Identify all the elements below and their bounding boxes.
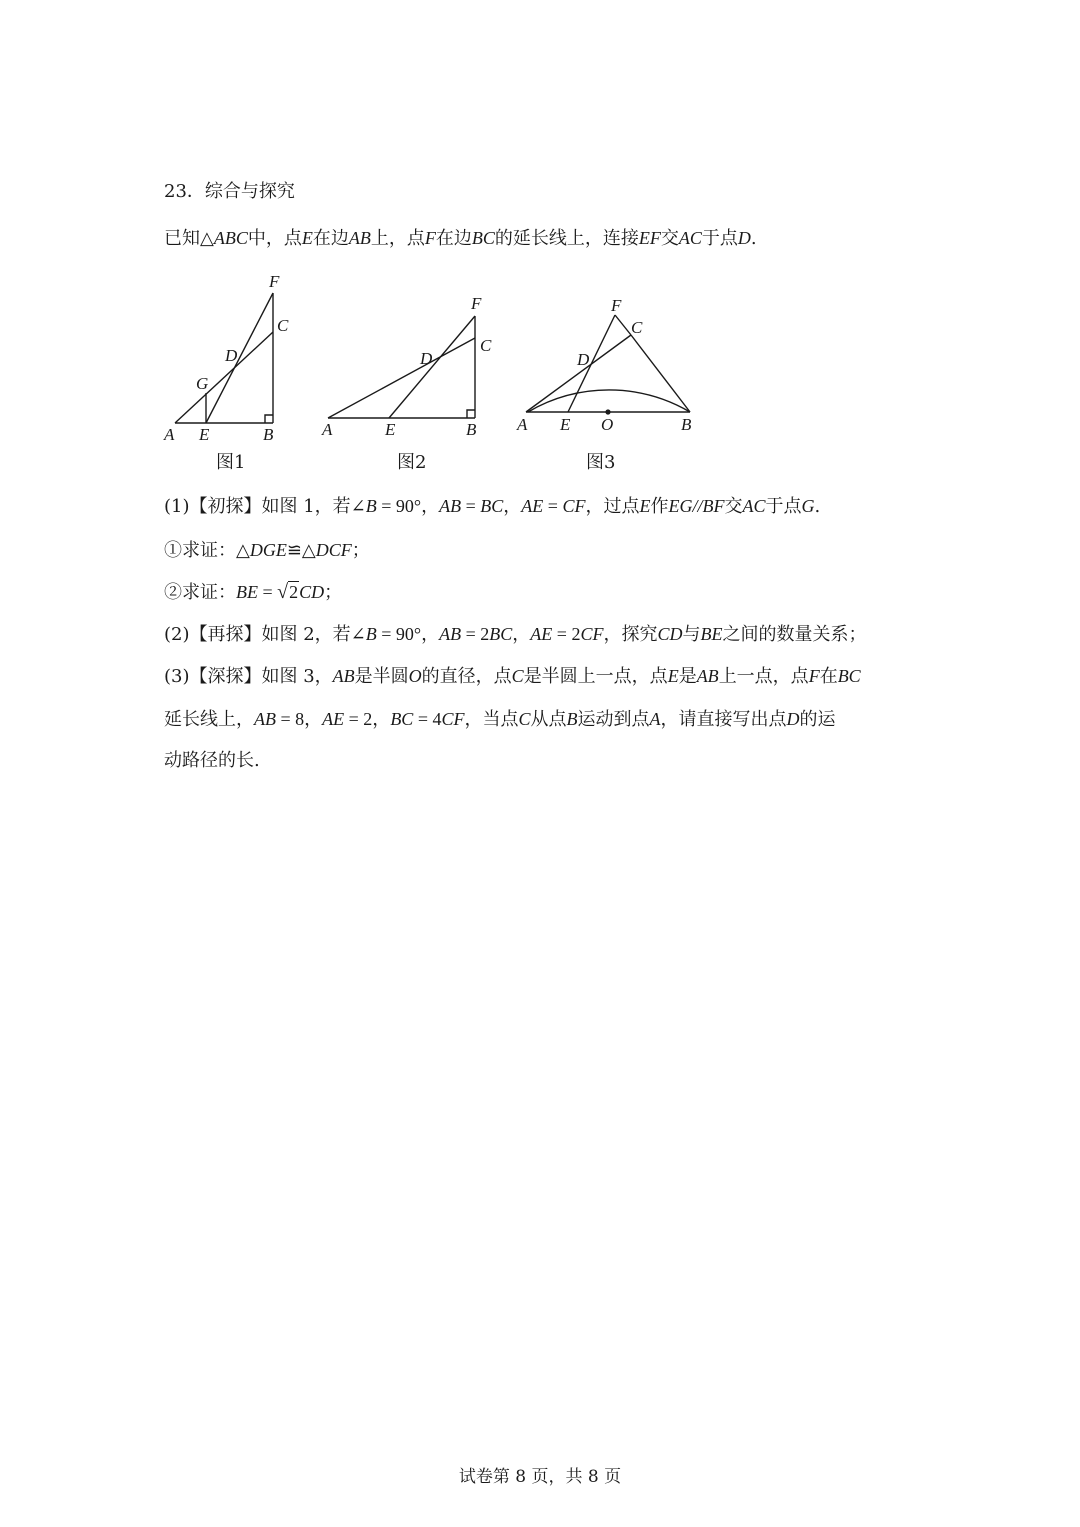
question-title: 23．综合与探究 [164, 181, 295, 202]
part-1-sub-1: ①求证：△DGE≌△DCF； [164, 540, 370, 561]
figure-1-diagram [175, 293, 273, 423]
page-footer: 试卷第 8 页，共 8 页 [458, 1467, 622, 1487]
figure-1-caption: 图1 [216, 452, 246, 473]
part-3-text-line-3: 动路径的长. [164, 750, 260, 771]
part-1-sub-2: ②求证：BE = √2CD； [164, 581, 343, 603]
part-1-text: (1)【初探】如图 1，若∠B = 90°，AB = BC，AE = CF，过点E作EG//BF交AC于点G. [164, 496, 821, 517]
figures-panel [160, 265, 740, 475]
figure-3-diagram [526, 315, 690, 412]
figure-2-caption: 图2 [397, 452, 427, 473]
sqrt-symbol: √2 [277, 581, 299, 603]
part-3-text-line-2: 延长线上，AB = 8，AE = 2，BC = 4CF，当点C从点B运动到点A，请直接写出点D的运 [164, 709, 836, 730]
question-intro: 已知△ABC中，点E在边AB上，点F在边BC的延长线上，连接EF交AC于点D. [164, 228, 757, 249]
center-point-o [605, 409, 610, 414]
figure-2-diagram [328, 316, 475, 418]
part-3-text-line-1: (3)【深探】如图 3，AB是半圆O的直径，点C是半圆上一点，点E是AB上一点，点F在BC [164, 666, 861, 687]
part-2-text: (2)【再探】如图 2，若∠B = 90°，AB = 2BC，AE = 2CF，探究CD与BE之间的数量关系； [164, 624, 867, 645]
figure-3-caption: 图3 [586, 452, 616, 473]
